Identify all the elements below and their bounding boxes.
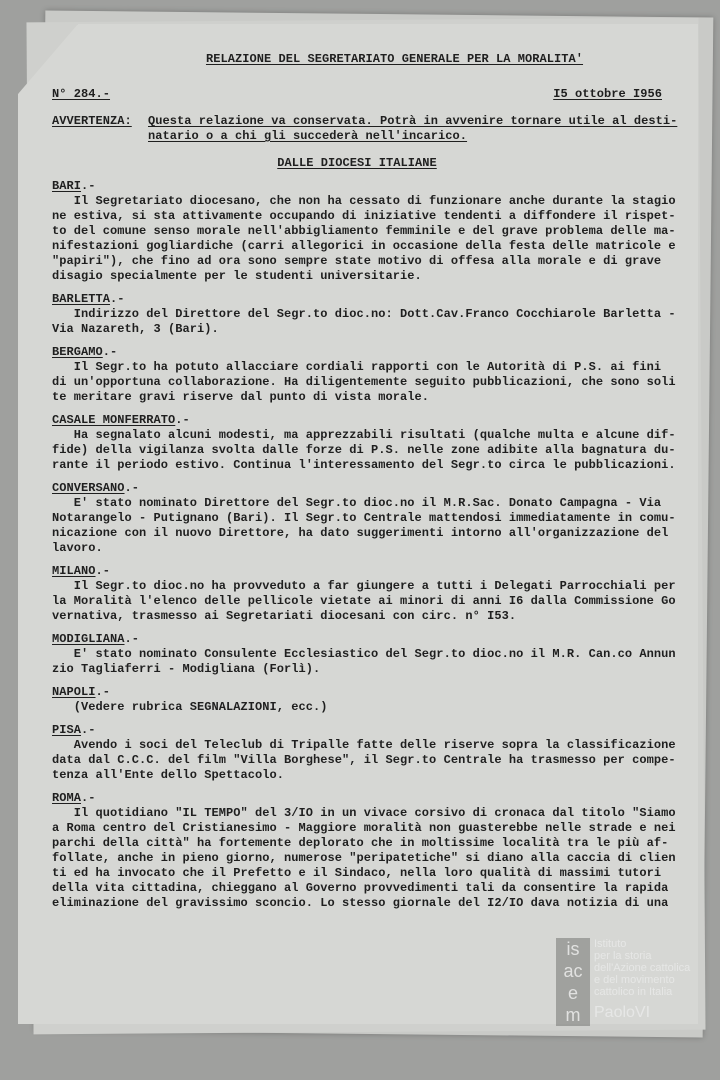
- text-line: "papiri"), che fino ad ora sono sempre state motivo di offesa alla morale e di grave: [52, 254, 662, 268]
- text-line: Indirizzo del Direttore del Segr.to dioc.no: Dott.Cav.Franco Cocchiarole Barletta -: [52, 307, 676, 321]
- text-line: lavoro.: [52, 541, 103, 555]
- watermark-column: [594, 938, 690, 1028]
- section-title: DALLE DIOCESI ITALIANE: [277, 156, 437, 170]
- text-line: data dal C.C.C. del film "Villa Borghese", il Segr.to Centrale ha trasmesso per compe-: [52, 753, 676, 767]
- diocese-heading: [52, 723, 697, 738]
- diocese-name: BERGAMO: [52, 345, 103, 359]
- text-line: te meritare gravi riserve dal punto di vista morale.: [52, 390, 430, 404]
- diocese-section: [52, 685, 697, 715]
- archive-watermark: [556, 938, 706, 1028]
- text-line: disagio specialmente per le studenti universitarie.: [52, 269, 422, 283]
- warning-label: AVVERTENZA:: [52, 114, 132, 128]
- report-number: N° 284.-: [52, 87, 111, 101]
- text-line: nicazione con il nuovo Direttore, ha dato suggerimenti intorno all'organizzazione del: [52, 526, 669, 540]
- diocese-heading: [52, 791, 697, 806]
- heading-suffix: .-: [175, 413, 190, 427]
- text-line: parchi della città" ha fortemente deplorato che in moltissime località tra le più af-: [52, 836, 669, 850]
- heading-suffix: .-: [81, 179, 96, 193]
- watermark-logo: is ac e m: [556, 938, 590, 1026]
- diocese-section: [52, 179, 697, 284]
- text-line: Il quotidiano "IL TEMPO" del 3/IO in un vivace corsivo di cronaca dal titolo "Siamo: [52, 806, 676, 820]
- document-text: [52, 52, 697, 911]
- diocese-name: NAPOLI: [52, 685, 96, 699]
- heading-suffix: .-: [102, 345, 118, 359]
- text-line: Notarangelo - Putignano (Bari). Il Segr.to Centrale mattendosi immediatamente in comu-: [52, 511, 676, 525]
- diocese-name: BARLETTA: [52, 292, 111, 306]
- text-line: tenza all'Ente dello Spettacolo.: [52, 768, 285, 782]
- text-line: a Roma centro del Cristianesimo - Maggiore moralità non guasterebbe nelle strade e nei: [52, 821, 676, 835]
- text-line: Ha segnalato alcuni modesti, ma apprezzabili risultati (qualche multa e alcune dif-: [52, 428, 676, 442]
- diocese-section: [52, 345, 697, 405]
- text-line: Il Segr.to ha potuto allacciare cordiali rapporti con le Autorità di P.S. ai fini: [52, 360, 662, 374]
- diocese-heading: [52, 632, 697, 647]
- text-line: fide) della vigilanza svolta dalle forze di P.S. nelle zone adibite alla bagnatura du-: [52, 443, 676, 457]
- text-line: follate, anche in pieno giorno, numerose "peripatetiche" si diano alla caccia di clien: [52, 851, 676, 865]
- text-line: Il Segretariato diocesano, che non ha cessato di funzionare anche durante la stagio: [52, 194, 676, 208]
- heading-suffix: .-: [124, 481, 140, 495]
- diocese-section: [52, 632, 697, 677]
- diocese-section: [52, 292, 697, 337]
- diocese-heading: [52, 292, 697, 307]
- heading-suffix: .-: [95, 564, 111, 578]
- heading-suffix: .-: [81, 723, 96, 737]
- diocese-name: CONVERSANO: [52, 481, 125, 495]
- diocese-heading: [52, 481, 697, 496]
- diocese-heading: [52, 179, 697, 194]
- text-line: E' stato nominato Consulente Ecclesiastico del Segr.to dioc.no il M.R. Can.co Annun: [52, 647, 676, 661]
- document-title: RELAZIONE DEL SEGRETARIATO GENERALE PER LA MORALITA': [205, 52, 584, 66]
- diocese-section: [52, 564, 697, 624]
- diocese-sections: [52, 179, 697, 911]
- diocese-heading: [52, 685, 697, 700]
- text-line: vernativa, trasmesso ai Segretariati diocesani con circ. n° I53.: [52, 609, 517, 623]
- text-line: ti ed ha invocato che il Prefetto e il Sindaco, nella loro qualità di massimi tutori: [52, 866, 662, 880]
- diocese-name: CASALE MONFERRATO: [52, 413, 176, 427]
- watermark-line: Istituto: [594, 938, 627, 950]
- text-line: di un'opportuna collaborazione. Ha diligentemente seguito pubblicazioni, che sono soli: [52, 375, 676, 389]
- watermark-line: e del movimento: [594, 974, 675, 986]
- diocese-name: PISA: [52, 723, 82, 737]
- text-line: to del comune senso morale nell'abbigliamento femminile e del grave problema delle ma-: [52, 224, 676, 238]
- text-line: ne estiva, si sta attivamente occupando di iniziative tendenti a diffondere il rispet-: [52, 209, 676, 223]
- diocese-name: BARI: [52, 179, 82, 193]
- heading-suffix: .-: [81, 791, 96, 805]
- text-line: la Moralità l'elenco delle pellicole vietate ai minori di anni I6 dalla Commissione Go: [52, 594, 676, 608]
- heading-suffix: .-: [124, 632, 140, 646]
- text-line: Via Nazareth, 3 (Bari).: [52, 322, 219, 336]
- report-date: I5 ottobre I956: [553, 87, 662, 101]
- warning: [52, 114, 697, 144]
- watermark-line: cattolico in Italia: [594, 986, 673, 998]
- text-line: rante il periodo estivo. Continua l'interessamento del Segr.to circa le pubblicazioni.: [52, 458, 676, 472]
- warning-line: Questa relazione va conservata. Potrà in avvenire tornare utile al desti-: [148, 114, 678, 128]
- diocese-name: MODIGLIANA: [52, 632, 125, 646]
- diocese-section: [52, 791, 697, 911]
- diocese-heading: [52, 345, 697, 360]
- text-line: nifestazioni gogliardiche (carri allegorici in occasione della festa delle matricole e: [52, 239, 676, 253]
- diocese-heading: [52, 413, 697, 428]
- diocese-heading: [52, 564, 697, 579]
- text-line: della vita cittadina, chieggano al Governo provvedimenti tali da consentire la rapida: [52, 881, 669, 895]
- header-row: [52, 87, 662, 102]
- text-line: Avendo i soci del Teleclub di Tripalle fatte delle riserve sopra la classificazione: [52, 738, 676, 752]
- diocese-name: MILANO: [52, 564, 96, 578]
- watermark-line: dell'Azione cattolica: [594, 962, 691, 974]
- diocese-section: [52, 413, 697, 473]
- watermark-name: PaoloVI: [594, 1004, 651, 1021]
- text-line: (Vedere rubrica SEGNALAZIONI, ecc.): [52, 700, 328, 714]
- diocese-section: [52, 481, 697, 556]
- heading-suffix: .-: [95, 685, 111, 699]
- text-line: E' stato nominato Direttore del Segr.to dioc.no il M.R.Sac. Donato Campagna - Via: [52, 496, 662, 510]
- warning-line: natario o a chi gli succederà nell'incarico.: [148, 129, 468, 143]
- diocese-section: [52, 723, 697, 783]
- watermark-line: per la storia: [594, 950, 652, 962]
- warning-text: [148, 114, 677, 144]
- text-line: eliminazione del gravissimo sconcio. Lo stesso giornale del I2/IO dava notizia di una: [52, 896, 669, 910]
- text-line: Il Segr.to dioc.no ha provveduto a far giungere a tutti i Delegati Parrocchiali per: [52, 579, 676, 593]
- text-line: zio Tagliaferri - Modigliana (Forlì).: [52, 662, 321, 676]
- heading-suffix: .-: [110, 292, 125, 306]
- watermark-text: [594, 938, 690, 998]
- diocese-name: ROMA: [52, 791, 82, 805]
